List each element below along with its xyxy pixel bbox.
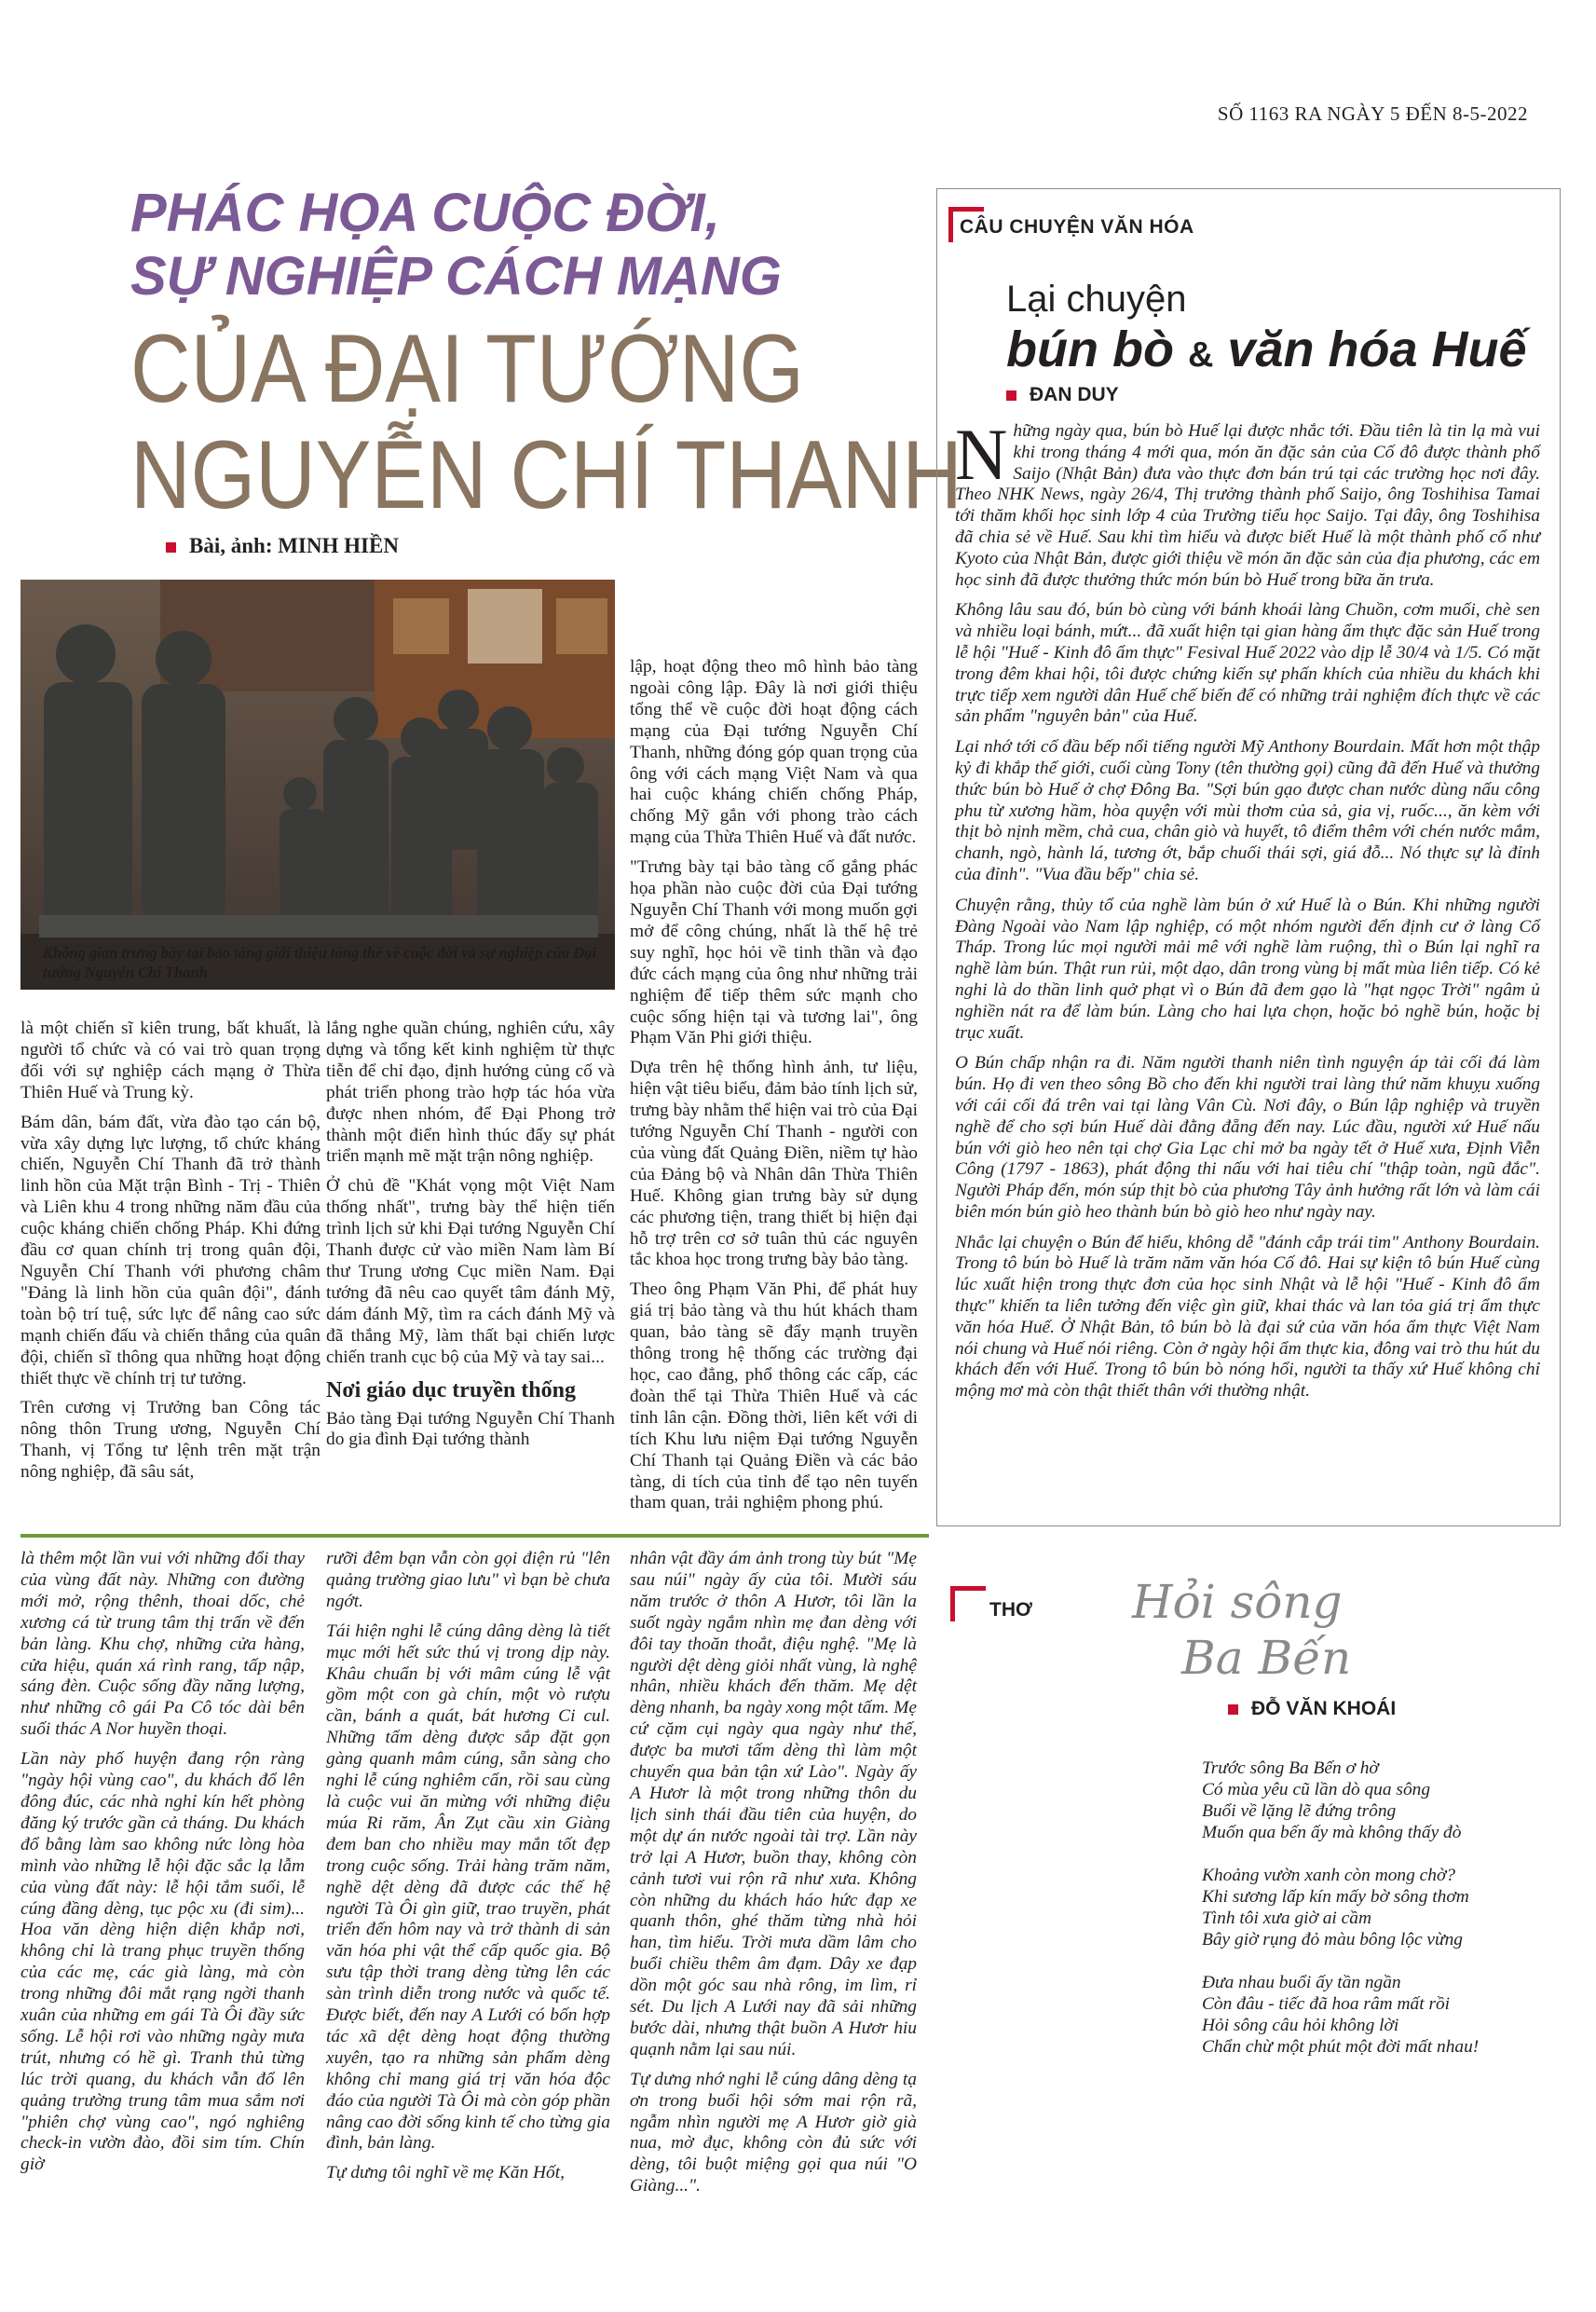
poem-title-line2: Ba Bến bbox=[1181, 1631, 1352, 1685]
bullet-square-icon bbox=[1006, 390, 1016, 401]
poem-line: Đưa nhau buổi ấy tần ngần bbox=[1202, 1973, 1401, 1992]
title-bun: bún bò bbox=[1006, 321, 1174, 377]
poem-stanza bbox=[1202, 1865, 1556, 1950]
drop-cap: N bbox=[955, 414, 1008, 495]
poet-byline bbox=[1228, 1698, 1396, 1720]
article-column-1 bbox=[20, 1019, 321, 1492]
section-divider bbox=[20, 1534, 929, 1538]
paragraph: Nhắc lại chuyện o Bún để hiểu, không dễ "đánh cắp trái tim" Anthony Bourdain. Trong tô bún bò Huế là trăm năm văn hóa Cố đô. Hai sự kiện tô bún Huế cùng lúc xuất hiện trong thực đơn của học sinh Nhật và lễ hội "Huế - Kinh đô ẩm thực" khiến ta liên tưởng đến việc gìn giữ, khai thác và lan tỏa giá trị ẩm thực văn hóa Huế. Ở Nhật Bản, tô bún bò là đại sứ của văn hóa ẩm thực Việt Nam nói chung và Huế nói riêng. Còn ở ngày hội ẩm thực kia, đông vai trò thu hút du khách đến với Huế. Trong tô bún bò nóng hổi, người ta thấy xứ Huế không chỉ mộng mơ mà còn thật thiết thân với thường nhật. bbox=[955, 1232, 1540, 1402]
bullet-square-icon bbox=[1228, 1704, 1238, 1715]
article-title-line4: NGUYỄN CHÍ THANH bbox=[130, 421, 962, 529]
article-column-3 bbox=[630, 657, 918, 1523]
bottom-column-1 bbox=[20, 1549, 305, 2184]
bottom-column-2 bbox=[326, 1549, 610, 2193]
section-heading: Nơi giáo dục truyền thống bbox=[326, 1377, 576, 1402]
poem-line: Hỏi sông câu hỏi không lời bbox=[1202, 2016, 1399, 2035]
paragraph: O Bún chấp nhận ra đi. Năm người thanh niên tình nguyện áp tải cối đá làm bún. Họ đi ven theo sông Bồ cho đến khi người trai làng thứ năm khuỵu xuống với cái cối đá trên vai tại làng Vân Cù. Nơi đây, o Bún lập nghiệp và truyền nghề để cho sợi bún Huế dài đằng đẵng đến nay. Lúc đầu, người xứ Huế nấu bún với giò heo nên tại chợ Gia Lạc chỉ mở ba ngày tết ở Huế xưa, Định Viễn Công (1797 - 1863), phát động thi nấu với hai tiêu chí "thập toàn, ngũ đắc". Người Pháp đến, món súp thịt bò của phương Tây ảnh hưởng rất lớn và làm cái biên món bún giò heo thành bún bò giò heo như ngày nay. bbox=[955, 1053, 1540, 1222]
poem-line: Buổi về lặng lẽ đứng trông bbox=[1202, 1801, 1397, 1821]
article-title-line3: CỦA ĐẠI TƯỚNG bbox=[130, 315, 804, 423]
issue-date: SỐ 1163 RA NGÀY 5 ĐẾN 8-5-2022 bbox=[1217, 103, 1528, 125]
paragraph: lập, hoạt động theo mô hình bảo tàng ngoài công lập. Đây là nơi giới thiệu tổng thể về cuộc đời hoạt động cách mạng của Đại tướng Nguyễn Chí Thanh, những đóng góp quan trọng của ông với cách mạng Việt Nam và qua hai cuộc kháng chiến chống Pháp, chống Mỹ gắn với phong trào cách mạng của Thừa Thiên Huế và đất nước. bbox=[630, 657, 918, 848]
section-label: CÂU CHUYỆN VĂN HÓA bbox=[960, 216, 1194, 238]
paragraph: Lần này phố huyện đang rộn ràng "ngày hội vùng cao", du khách đổ lên đông đúc, các nhà nghỉ kín hết phòng đăng ký trước gần cả tháng. Du khách đổ bằng làm sao không nức lòng hòa mình vào những lễ hội đặc sắc lạ lẫm của vùng đất này: lễ hội tắm suối, lễ cúng đầng dèng, tục pộc xu (đi sim)... Hoa văn dèng hiện diện khắp nơi, không chỉ là trang phục truyền thống của các mẹ, các già làng, mà còn trong những đôi mắt rạng ngời thanh xuân của những em gái Tà Ôi đầy sức sống. Lễ hội rơi vào những ngày mưa trút, nhưng có hề gì. Tranh thủ từng lúc trời quang, du khách vẫn đổ lên quảng trường trung tâm mua sắm nơi "phiên chợ vùng cao", ngó nghiêng check-in vườn đào, đồi sim tím. Chín giờ bbox=[20, 1749, 305, 2175]
article-column-2 bbox=[326, 1019, 615, 1459]
poem-line: Có mùa yêu cũ lần dò qua sông bbox=[1202, 1780, 1431, 1799]
paragraph: Bám dân, bám đất, vừa đào tạo cán bộ, vừa xây dựng lực lượng, tổ chức kháng chiến, Nguyễn Chí Thanh đã trở thành linh hồn của Mặt trận Bình - Trị - Thiên và Liên khu 4 trong những năm đầu của cuộc kháng chiến chống Pháp. Khi đứng đầu cơ quan chính trị trong quân đội, Nguyễn Chí Thanh với phương châm "Đảng là linh hồn của quân đội", đánh toàn bộ trí tuệ, sức lực để nâng cao sức mạnh chiến đấu và chiến thắng của quân đội, chiến sĩ thông qua những hoạt động thiết thực về chính trị tư tưởng. bbox=[20, 1112, 321, 1389]
bottom-column-3 bbox=[630, 1549, 917, 2206]
paragraph: Chuyện rằng, thủy tổ của nghề làm bún ở xứ Huế là o Bún. Khi những người Đàng Ngoài vào Nam lập nghiệp, có một nhóm người đến định cư ở làng Cổ Tháp. Trong lúc mọi người mải mê với nghề làm ruộng, thì o Bún lại nghĩ ra nghề làm bún. Thật run rủi, một dạo, dân trong vùng bị mất mùa liên tiếp. Có kẻ nghi là do thần linh quở phạt vì o Bún đã đem gạo là "hạt ngọc Trời" ngâm ủ nghiền nát ra để làm bún. Làng cho hai lựa chọn, hoặc bỏ nghề bún, hoặc bị trục xuất. bbox=[955, 895, 1540, 1043]
poem-line: Khi sương lấp kín mấy bờ sông thơm bbox=[1202, 1887, 1469, 1907]
poem-line: Chẩn chừ một phút một đời mất nhau! bbox=[1202, 2037, 1480, 2057]
culture-title-line1: Lại chuyện bbox=[1006, 279, 1187, 320]
paragraph: Theo ông Phạm Văn Phi, để phát huy giá trị bảo tàng và thu hút khách tham quan, bảo tàng sẽ đẩy mạnh truyền thông trong hệ thống các trường đại học, cao đẳng, phổ thông các cấp, các đoàn thể tại Thừa Thiên Huế và các tỉnh lân cận. Đồng thời, liên kết với di tích Khu lưu niệm Đại tướng Nguyễn Chí Thanh tại Quảng Điền và các bảo tàng, di tích của tỉnh để tạo nên tuyến tham quan, trải nghiệm phong phú. bbox=[630, 1279, 918, 1513]
paragraph: Tự dưng nhớ nghi lễ cúng dâng dèng tạ ơn trong buổi hội sớm mai rộn rã, ngẫm nhìn người mẹ A Hươr giờ già nua, mờ đục, không còn đủ sức với dèng, tôi buột miệng gọi qua núi "O Giàng...". bbox=[630, 2069, 917, 2196]
paragraph: Trên cương vị Trưởng ban Công tác nông thôn Trung ương, Nguyễn Chí Thanh, vị Tổng tư lệnh trên mặt trận nông nghiệp, đã sâu sát, bbox=[20, 1398, 321, 1483]
title-ampersand: & bbox=[1187, 335, 1214, 375]
byline-text: Bài, ảnh: MINH HIỀN bbox=[189, 534, 399, 557]
paragraph: Ở chủ đề "Khát vọng một Việt Nam thống nhất", trưng bày thể hiện tiến trình lịch sử khi Đại tướng Nguyễn Chí Thanh được cử vào miền Nam làm Bí thư Trung ương Cục miền Nam. Đại tướng đã nêu cao quyết tâm đánh Mỹ, dám đánh Mỹ, tìm ra cách đánh Mỹ và đã thắng Mỹ, làm thất bại chiến lược chiến tranh cục bộ của Mỹ và tay sai... bbox=[326, 1176, 615, 1367]
culture-title-line2 bbox=[1006, 321, 1527, 384]
title-rest: văn hóa Huế bbox=[1227, 321, 1527, 377]
paragraph bbox=[955, 414, 1540, 591]
article-title-line1: PHÁC HỌA CUỘC ĐỜI, bbox=[130, 183, 720, 243]
paragraph: rưỡi đêm bạn vẫn còn gọi điện rủ "lên quảng trường giao lưu" vì bạn bè chưa ngớt. bbox=[326, 1549, 610, 1611]
paragraph: Lại nhớ tới cố đầu bếp nổi tiếng người Mỹ Anthony Bourdain. Mất hơn một thập kỷ đi khắp thế giới, cuối cùng Tony (tên thường gọi) cũng đã đến Huế và thưởng thức bún bò Huế ở chợ Đông Ba. "Sợi bún gạo được chan nước dùng nấu công phu từ xương hầm, hòa quyện với mùi thơm của sả, gia vị, ruốc..., ăn kèm với thịt bò nịnh mềm, chả cua, chân giò và huyết, tô điểm thêm với chén nước mắm, chanh, ngò, hành lá, tương ớt, bắp chuối thái sợi, giá đỗ... Nó thực sự là đỉnh của đỉnh". "Vua đầu bếp" chia sẻ. bbox=[955, 737, 1540, 884]
poem-stanza bbox=[1202, 1972, 1556, 2058]
culture-byline bbox=[1006, 384, 1119, 406]
paragraph: Tự dưng tôi nghĩ về mẹ Kăn Hốt, bbox=[326, 2163, 565, 2183]
paragraph: lắng nghe quần chúng, nghiên cứu, xây dựng và tổng kết kinh nghiệm từ thực tiễn để chỉ đạo, định hướng củng cố và phát triển phong trào hợp tác hóa vừa được nhen nhóm, để Đại Phong trở thành một điển hình thúc đẩy sự phát triển mạnh mẽ mặt trận nông nghiệp. bbox=[326, 1019, 615, 1167]
article-title-line2: SỰ NGHIỆP CÁCH MẠNG bbox=[130, 246, 782, 307]
poem-line: Tình tôi xưa giờ ai cầm bbox=[1202, 1908, 1371, 1928]
paragraph: là thêm một lần vui với những đổi thay của vùng đất này. Những con đường mới mở, rộng thênh, thoai dốc, chẻ xương cá từ trung tâm thị trấn về đến bản làng. Khu chợ, những cửa hàng, cửa hiệu, quán xá rình rang, tấp nập, sáng đèn. Cuộc sống đầy năng lượng, như những cô gái Pa Cô tóc dài bên suối thác A Nor huyền thoại. bbox=[20, 1549, 305, 1740]
paragraph: "Trưng bày tại bảo tàng cố gắng phác họa phần nào cuộc đời của Đại tướng Nguyễn Chí Thanh với mong muốn gợi mở để công chúng, nhất là thế hệ trẻ suy nghĩ, học hỏi về tinh thần và đạo đức cách mạng của ông như những trải nghiệm để tiếp thêm sức mạnh cho cuộc sống hiện tại và tương lai", ông Phạm Văn Phi giới thiệu. bbox=[630, 857, 918, 1048]
poem-section-label: THƠ bbox=[989, 1599, 1032, 1621]
paragraph: Tái hiện nghi lễ cúng dâng dèng là tiết mục mới hết sức thú vị trong dịp này. Khâu chuẩn bị với mâm cúng lễ vật gồm một con gà chín, một vò rượu cần, bánh a quát, bát hương Ci cul. Những tấm dèng được sắp đặt gọn gàng quanh mâm cúng, sẵn sàng cho nghi lễ cúng nghiêm cẩn, rồi sau cùng là cuộc vui ăn mừng với những điệu múa Ri răm, Ân Zụt cầu xin Giàng đem ban cho nhiều may mắn tốt đẹp trong cuộc sống. Trải hàng trăm năm, nghề dệt dèng đã được các thế hệ người Tà Ôi gìn giữ, trao truyền, phát triển đến hôm nay và trở thành di sản văn hóa phi vật thể cấp quốc gia. Bộ sưu tập thời trang dèng từng lên các sàn trình diễn trong nước và quốc tế. Được biết, đến nay A Lưới có bốn hợp tác xã dệt dèng hoạt động thường xuyên, tạo ra những sản phẩm dèng không chỉ mang giá trị văn hóa độc đáo của người Tà Ôi mà còn góp phần nâng cao đời sống kinh tế cho từng gia đình, bản làng. bbox=[326, 1621, 610, 2154]
poem-line: Muốn qua bến ấy mà không thấy đò bbox=[1202, 1823, 1462, 1842]
culture-body bbox=[955, 414, 1540, 1412]
paragraph: Bảo tàng Đại tướng Nguyễn Chí Thanh do gia đình Đại tướng thành bbox=[326, 1408, 615, 1450]
poem-stanza bbox=[1202, 1758, 1556, 1843]
byline-text: ĐAN DUY bbox=[1030, 384, 1119, 405]
poem-line: Khoảng vườn xanh còn mong chờ? bbox=[1202, 1866, 1455, 1885]
bullet-square-icon bbox=[166, 542, 176, 553]
museum-photo bbox=[20, 580, 615, 990]
article-byline bbox=[166, 534, 399, 558]
poem-line: Bây giờ rụng đỏ màu bông lộc vừng bbox=[1202, 1930, 1463, 1949]
poem-line: Trước sông Ba Bến ơ hờ bbox=[1202, 1758, 1379, 1778]
byline-text: ĐỖ VĂN KHOÁI bbox=[1251, 1698, 1397, 1719]
paragraph: nhân vật đầy ám ảnh trong tùy bút "Mẹ sau núi" ngày ấy của tôi. Mười sáu năm trước ở thôn A Hươr, tôi lần la suốt ngày ngắm nhìn mẹ đan dèng với đôi tay thoăn thoắt, điệu nghệ. "Mẹ là người dệt dèng giỏi nhất vùng, là nghệ nhân, nhiều khách đến thăm. Mẹ dệt dèng nhanh, ba ngày xong một tấm. Mẹ cứ cặm cụi ngày qua ngày như thế, được ba mươi tấm dèng thì làm một chuyến qua bản tận xứ Lào". Ngày ấy A Hươr là một trong những thôn du lịch sinh thái đầu tiên của huyện, do một dự án nước ngoài tài trợ. Lần này trở lại A Hươr, buồn thay, không còn cảnh tươi vui rộn rã như xưa. Không còn những du khách háo hức đạp xe quanh thôn, ghé thăm từng nhà hỏi han, tìm hiểu. Trời mưa dầm lâm cho buổi chiều thêm âm đạm. Dây xe đạp dồn một góc sau nhà rông, im lìm, rỉ sét. Du lịch A Lưới nay đã sải những bước dài, nhưng thật buồn A Hươr hiu quạnh nằm lại sau núi. bbox=[630, 1549, 917, 2059]
section-bracket-icon bbox=[950, 1586, 986, 1621]
poem-body bbox=[1202, 1758, 1556, 2079]
paragraph: là một chiến sĩ kiên trung, bất khuất, là người tổ chức và có vai trò quan trọng đối với sự nghiệp cách mạng ở Thừa Thiên Huế và Trung kỳ. bbox=[20, 1019, 321, 1102]
paragraph: Dựa trên hệ thống hình ảnh, tư liệu, hiện vật tiêu biểu, đảm bảo tính lịch sử, trưng bày nhằm thể hiện vai trò của Đại tướng Nguyễn Chí Thanh - người con của vùng đất Quảng Điền, niềm tự hào của Đảng bộ và Nhân dân Thừa Thiên Huế. Không gian trưng bày sử dụng các phương tiện, trang thiết bị hiện đại hỗ trợ trên cơ sở tuân thủ các nguyên tắc khoa học trong trưng bày bảo tàng. bbox=[630, 1058, 918, 1270]
poem-title-line1: Hỏi sông bbox=[1132, 1575, 1343, 1629]
paragraph: Không lâu sau đó, bún bò cùng với bánh khoái làng Chuồn, cơm muối, chè sen và nhiều loại bánh, mứt... đã xuất hiện tại gian hàng ẩm thực đặc sản Huế trong lễ hội "Huế - Kinh đô ẩm thực" Fesival Huế 2022 vào dịp lễ 30/4 và 1/5. Có mặt trong đêm khai hội, tôi được chứng kiến sự phấn khích của nhiều du khách khi trực tiếp xem người dân Huế chế biến để có những trải nghiệm đích thực về các sản phẩm "nguyên bản" của Huế. bbox=[955, 600, 1540, 727]
poem-line: Còn đâu - tiếc đã hoa râm mất rồi bbox=[1202, 1994, 1451, 2014]
photo-caption: Không gian trưng bày tại bảo tàng giới thiệu tổng thể về cuộc đời và sự nghiệp của Đại tướng Nguyễn Chí Thanh bbox=[43, 944, 596, 981]
paragraph-text: hững ngày qua, bún bò Huế lại được nhắc tới. Đầu tiên là tin lạ mà vui khi trong tháng 4 mới qua, món ăn đặc sản của Cố đô được thành phố Saijo (Nhật Bản) đưa vào thực đơn bán trú tại các trường học nơi đây. Theo NHK News, ngày 26/4, Thị trưởng thành phố Saijo, ông Toshihisa Tamai tới thăm khối học sinh lớp 4 của Trường tiểu học Saijo. Tại đây, ông Toshihisa đã chia sẻ về Huế. Sau khi tìm hiểu và được biết Huế là một thành phố cổ như Kyoto của Nhật Bản, được giới thiệu về món ăn đặc sản của địa phương, các em học sinh đã được thưởng thức món bún bò Huế trong bữa ăn trưa. bbox=[955, 421, 1540, 590]
